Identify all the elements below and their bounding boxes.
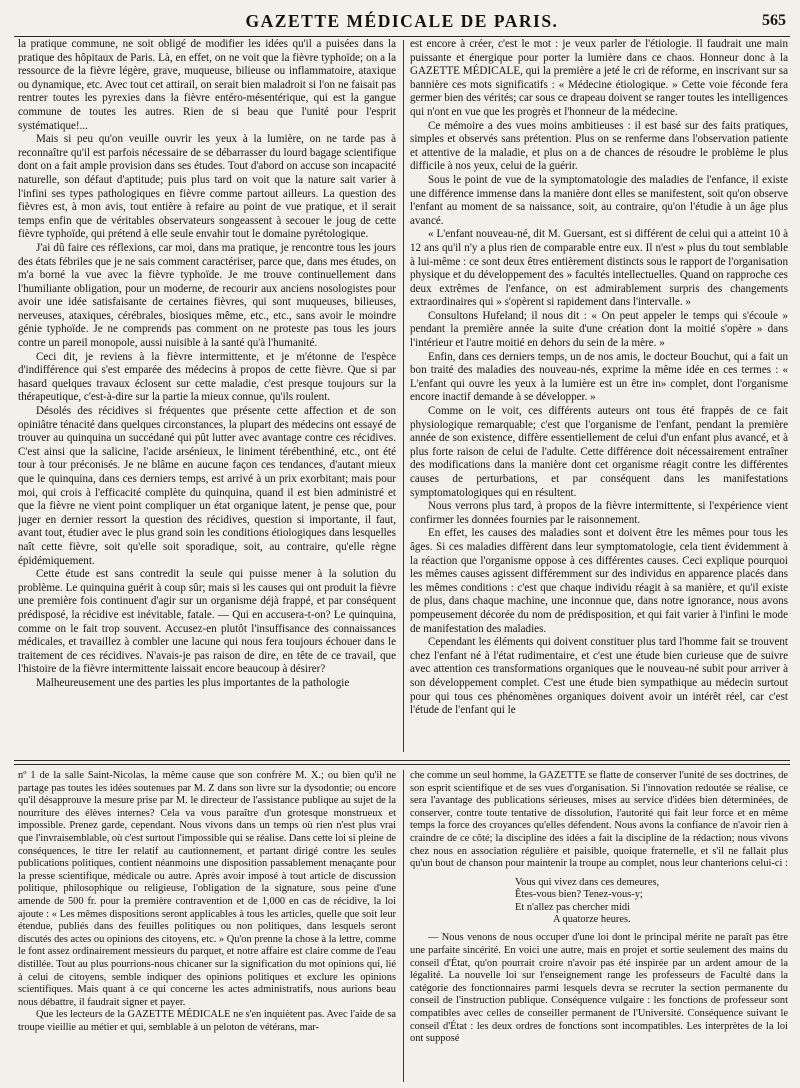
quotation-paragraph: Enfin, dans ces derniers temps, un de nos amis, le docteur Bouchut, qui a fait un bon traité des maladies des nouveau-nés, exprime la même idée en ces termes : « L'enfant qui ouvre les yeux à la lumière est un être in» complet, dont l'organisme encore inactif demande à se développer. » (410, 350, 788, 404)
paragraph: Mais si peu qu'on veuille ouvrir les yeux à la lumière, on ne tarde pas à reconnaître qu'il est parfois nécessaire de se débarrasser du lourd bagage scientifique dont on a fait ample provision dans ses études. Tout d'abord on accuse son incapacité naturelle, son défaut d'aptitude; puis plus tard on voit que la nature sait varier à l'infini ses types pathologiques en fièvre comme partout ailleurs. La question des fièvres est, à mon avis, tout entière à refaire au point de vue pratique, et il serait temps enfin que de véritables observateurs songeassent à secouer le joug de cette fièvre typhoïde, qui prétend à elle seule envahir tout le domaine pyrétologique. (18, 133, 396, 241)
paragraph: est encore à créer, c'est le mot : je veux parler de l'étiologie. Il faudrait une main puissante et énergique pour porter la lumière dans ce chaos. Honneur donc à la GAZETTE MÉDICALE, qui la première a jeté le cri de réforme, en inscrivant sur sa bannière ces mots significatifs : « Médecine étiologique. » Cette voie féconde fera germer bien des vérités; car sous ce drapeau doivent se ranger toutes les intelligences qui n'ont en vue que les progrès et l'honneur de la médecine. (410, 38, 788, 118)
paragraph: Que les lecteurs de la GAZETTE MÉDICALE ne s'en inquiètent pas. Avec l'aide de sa troupe vieillie au métier et qui, semblable à un peloton de vétérans, mar- (18, 1009, 396, 1033)
paragraph: che comme un seul homme, la GAZETTE se flatte de conserver l'unité de ses doctrines, de son esprit scientifique et de ses vues d'organisation. Si l'innovation redoutée se réalise, ce sera l'avantage des publications sérieuses, mises au service d'idées bien déterminées, de conserver, contre toute tentative de dissolution, l'autorité qui fait leur force et en même temps la force des croyances qu'elles défendent. Nous avons la confiance de n'avoir rien à craindre de ce côté; la discipline des idées a fait la discipline de la rédaction; nous vivons chez nous en association régulière et paisible, quoique fraternelle, et s'il ne fallait plus qu'un bout de chanson pour maintenir la troupe au complet, nous leur chanterions celui-ci : (410, 770, 788, 870)
verse-line: Vous qui vivez dans ces demeures, (515, 876, 660, 888)
paragraph: Désolés des récidives si fréquentes que présente cette affection et de son opiniâtre ténacité dans quelques circonstances, la plupart des médecins ont essayé de trouver au quinquina un succédané qui pût lutter avec avantage contre ces récidives. C'est ainsi que la salicine, l'acide arsénieux, le liniment térébenthiné, etc., ont été tour à tour préconisés. Je ne blâme en aucune façon ces tendances, d'autant mieux que le quinquina, dans ces derniers temps, est arrivé à un prix exorbitant; mais pour moi, qui crois à l'efficacité complète du quinquina, quand il est bien administré et que la fièvre ne vient point compliquer un état organique latent, je pense que, pour juger en dernier ressort la question des récidives, question si importante, il faut, avant tout, étudier avec le plus grand soin les conditions étiologiques dans lesquelles naît cette fièvre, soit qu'elle soit sporadique, soit, au contraire, qu'elle règne épidémiquement. (18, 405, 396, 567)
paragraph: nº 1 de la salle Saint-Nicolas, la même cause que son confrère M. X.; ou bien qu'il ne partage pas toutes les idées soutenues par M. Z dans son livre sur la dysodontie; ou encore qu'il désapprouve la mesure prise par M. le directeur de l'assistance publique au sujet de la nourriture des élèves internes? Cela va vous paraître d'un grotesque monstrueux et impossible. Prenez garde, cependant. Nous vivons dans un temps où rien n'est plus vrai que l'invraisemblable, où c'est surtout l'impossible qui se réalise. Dans cette loi si pleine de conséquences, le titre Ier relatif au cautionnement, et partant dirigé contre les seules publications politiques, contient néanmoins une disposition passablement menaçante pour la presse scientifique, médicale ou autre. Après avoir imposé à tout article de discussion politique, philosophique ou religieuse, l'obligation de la signature, sous peine d'une amende de 500 fr. pour la première contravention et de 1,000 en cas de récidive, la loi ajoute : « Les mêmes dispositions seront applicables à tous les articles, quelle que soit leur étendue, publiés dans des feuilles politiques ou non politiques, dans lesquels seront discutés des actes ou opinions des citoyens, etc. » Qu'on prenne la chose à la lettre, comme le font assez ordinairement messieurs du parquet, et notre affaire est claire comme de l'eau distillée. Tout au plus pourrions-nous chicaner sur la signification du mot opinions qui, lié à celui de citoyens, semble indiquer des opinions politiques et exclure les opinions scientifiques. Mais quant à ce qui concerne les actes administratifs, nous aurions beau nous débattre, il faudrait signer et payer. (18, 770, 396, 1008)
journal-title: GAZETTE MÉDICALE DE PARIS. (245, 10, 559, 31)
paragraph: Cette étude est sans contredit la seule qui puisse mener à la solution du problème. Le quinquina guérit à coup sûr; mais si les causes qui ont produit la fièvre une première fois continuent d'agir sur un organisme déjà frappé, et par conséquent prédisposé, la récidive est inévitable, fatale. — Qui en accusera-t-on? Le quinquina, comme on le fait trop souvent. Accusez-en plutôt l'insuffisance des connaissances médicales, et travaillez à combler une lacune qui nous fera toujours échouer dans le traitement de ces récidives. N'avais-je pas raison de dire, en tête de ce travail, que l'histoire de la fièvre intermittente laissait encore beaucoup à désirer? (18, 568, 396, 676)
page-number: 565 (762, 12, 786, 29)
section-divider (14, 760, 790, 765)
paragraph: En effet, les causes des maladies sont et doivent être les mêmes pour tous les âges. Si ces maladies diffèrent dans leur symptomatologie, cela tient évidemment à la réaction que l'organisme oppose à ces différentes causes. Ceci explique pourquoi les mêmes causes agissent différemment sur des individus en apparence placés dans les mêmes conditions : c'est que chaque individu réagit à sa manière, et qu'il existe de plus, dans chaque machine, une inconnue que, dans notre ignorance, nous avons pompeusement décorée du nom de prédisposition, et qui fait varier à l'infini le mode de manifestation des maladies. (410, 527, 788, 635)
verse-line: Et n'allez pas chercher midi (515, 901, 630, 913)
verse-line: A quatorze heures. (553, 913, 631, 925)
paragraph: — Nous venons de nous occuper d'une loi dont le principal mérite ne paraît pas être une parfaite sincérité. En voici une autre, mais en projet et sortie seulement des mains du conseil d'État, qu'on pourrait croire n'avoir pas été inspirée par un ardent amour de la légalité. La nouvelle loi sur l'enseignement range les professeurs de Faculté dans la catégorie des fonctionnaires parmi lesquels devra se recruter la section permanente du conseil de l'instruction publique. Conséquence vulgaire : les fonctions de professeur sont compatibles avec celles de conseiller permanent de l'Université. Conséquence suivant le conseil d'État : les deux ordres de fonctions sont incompatibles. Les interprètes de la loi ont supposé (410, 932, 788, 1045)
verse-line: Êtes-vous bien? Tenez-vous-y; (515, 889, 643, 901)
paragraph: Sous le point de vue de la symptomatologie des maladies de l'enfance, il existe une différence immense dans la manière dont elles se manifestent, soit qu'on observe l'enfant au moment de sa naissance, soit, au contraire, qu'on l'étudie à un âge plus avancé. (410, 173, 788, 227)
paragraph: Malheureusement une des parties les plus importantes de la pathologie (36, 676, 350, 689)
paragraph: Comme on le voit, ces différents auteurs ont tous été frappés de ce fait physiologique remarquable; c'est que l'organisme de l'enfant, pendant la première année de son existence, diffère essentiellement de celui d'un enfant plus avancé, et à plus forte raison de celui de l'adulte. Cette différence doit nécessairement entraîner des modifications dans la manière dont cet organisme réagit contre les différentes causes de perturbations, et par conséquent dans les manifestations symptomatologiques qui en résultent. (410, 405, 788, 499)
paragraph: J'ai dû faire ces réflexions, car moi, dans ma pratique, je rencontre tous les jours des états fébriles que je ne sais comment caractériser, parce que, dans mes études, on m'a borné la vue avec la fièvre typhoïde. Je me trouve continuellement dans l'humiliante obligation, pour un moderne, de recourir aux anciens nosologistes pour avoir une idée satisfaisante de certaines fièvres, qui sont muqueuses, bilieuses, nerveuses, ataxiques, cérébrales, biosiques même, etc., etc., sans avoir le moindre génie typhoïde. Je ne comprends pas comment on ne proteste pas tous les jours contre un pareil monopole, aussi nuisible à la santé qu'à l'humanité. (18, 241, 396, 350)
page-header (14, 6, 790, 37)
article-column-left (18, 38, 396, 753)
paragraph: Cependant les éléments qui doivent constituer plus tard l'homme fait se trouvent chez l'enfant né à l'état rudimentaire, et c'est une étude bien curieuse que de suivre avec attention ces transformations organiques que le nouveau-né subit pour arriver à son développement complet. C'est une étude bien sympathique au médecin surtout pour qui tous ces phénomènes organiques doivent avoir un intérêt réel, car c'est l'étude de l'enfant qui le (410, 636, 788, 717)
feuilleton-column-left (18, 770, 396, 1082)
paragraph: Ceci dit, je reviens à la fièvre intermittente, et je m'étonne de l'espèce d'indifférence qui s'est emparée des médecins à propos de cette fièvre. Que si par hasard quelques travaux éclosent sur cette maladie, c'est presque toujours sur la thérapeutique, c'est-à-dire sur la partie la mieux connue, qu'ils roulent. (18, 350, 396, 404)
column-divider (403, 770, 404, 1082)
paragraph: Nous verrons plus tard, à propos de la fièvre intermittente, si l'expérience vient confirmer les données fournies par le raisonnement. (410, 500, 788, 526)
paragraph: la pratique commune, ne soit obligé de modifier les idées qu'il a puisées dans la pratique des hôpitaux de Paris. Là, en effet, on ne voit que la fièvre typhoïde; on a la ressource de la fièvre légère, grave, muqueuse, bilieuse ou inflammatoire, ataxique ou dynamique, etc. Avec tout cet attirail, on serait bien maladroit si l'on ne faisait pas rentrer toutes les pyrexies dans la fièvre entéro-mésentérique, qui est la gangue commune de toutes les autres. Rien de si beau que l'unité pour l'esprit systématique!... (18, 38, 396, 132)
quotation-paragraph: « L'enfant nouveau-né, dit M. Guersant, est si différent de celui qui a atteint 10 à 12 ans qu'il n'y a plus rien de comparable entre eux. Il n'est » plus du tout semblable à lui-même : ce sont deux êtres entièrement distincts sous le rapport de l'organisation physique et du développement des » facultés intellectuelles. Quand on rapproche ces deux extrêmes de l'enfance, on est admirablement surpris des changements extraordinaires qui » s'opèrent si rapidement dans l'intervalle. » (410, 228, 788, 309)
paragraph: Ce mémoire a des vues moins ambitieuses : il est basé sur des faits pratiques, simples et observés sans prétention. Plus on se renferme dans l'observation patiente et attentive de la maladie, et plus on a de chances de résoudre le problème le plus difficile à nos yeux, celui de la guérir. (410, 119, 788, 173)
song-verse (515, 877, 788, 927)
feuilleton-column-right (410, 770, 788, 1082)
quotation-paragraph: Consultons Hufeland; il nous dit : « On peut appeler le temps qui s'écoule » pendant la première année la suite d'une création dont la moitié s'opère » dans l'intérieur et l'autre moitié en dehors du sein de la mère. » (410, 309, 788, 350)
article-column-right (410, 38, 788, 753)
column-divider (403, 40, 404, 752)
